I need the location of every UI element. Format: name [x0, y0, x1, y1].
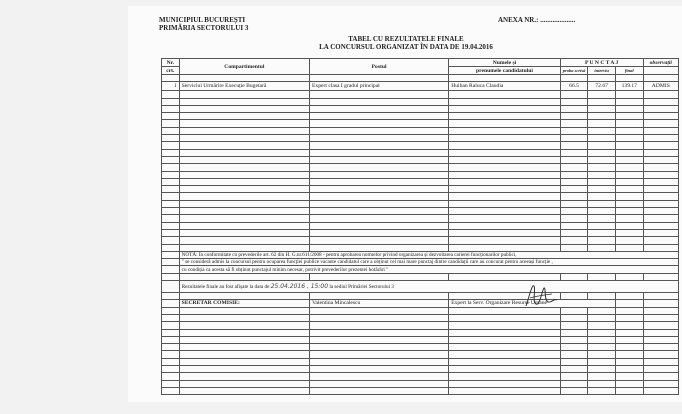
posted-date-handwritten: 25.04.2016 , 15:00 [270, 282, 329, 290]
empty-row [162, 208, 679, 215]
signature-row [162, 300, 679, 307]
empty-row [162, 91, 679, 98]
empty-row [162, 178, 679, 185]
empty-row [162, 229, 679, 236]
spacer-row [162, 75, 679, 82]
row-nr: 1 [162, 82, 180, 91]
posted-date-label: Rezultatele finale au fost afișate la data de [181, 283, 270, 290]
empty-row [162, 344, 679, 351]
empty-row [162, 149, 679, 156]
row-position: Expert clasa I gradul principal [310, 82, 449, 91]
nota-row [162, 251, 679, 258]
empty-row [162, 215, 679, 222]
secretary-role: Expert la Serv. Organizare Resurse Umane [449, 300, 616, 307]
municipality-heading: MUNICIPIUL BUCUREȘTI [159, 16, 246, 24]
empty-row [162, 244, 679, 251]
empty-row [162, 222, 679, 229]
empty-row [162, 200, 679, 207]
empty-row [162, 171, 679, 178]
row-candidate-name: Huiban Raluca Claudia [449, 82, 561, 91]
empty-row [162, 113, 679, 120]
row-department: Serviciul Urmărire Execuție Bugetară [179, 82, 309, 91]
row-remarks: ADMIS [643, 82, 678, 91]
nota-row [162, 259, 679, 266]
empty-row [162, 380, 679, 387]
empty-row [162, 336, 679, 343]
empty-row [162, 307, 679, 314]
col-name-header: Numele și [449, 59, 561, 67]
posted-row [162, 281, 679, 293]
empty-row [162, 237, 679, 244]
legal-note: NOTĂ: În conformitate cu prevederile art. 62 din H. G.nr.611/2008 - pentru aprobarea normelor privind organizarea și dezvoltarea carierei funcționarilor publici, [179, 251, 678, 258]
col-name-subheader: prenumele candidatului [449, 67, 561, 75]
legal-note-condition: cu condiția ca acesta să fi obținut punctajul minim necesar, potrivit prevederilor prezentei hotărâri " [179, 266, 678, 273]
empty-row [162, 142, 679, 149]
document-subtitle: LA CONCURSUL ORGANIZAT ÎN DATA DE 19.04.2016 [319, 43, 493, 51]
document-page [128, 6, 682, 402]
col-remarks-header: observații [643, 59, 678, 67]
empty-row [162, 135, 679, 142]
col-position-header: Postul [310, 59, 449, 75]
row-interview-score: 72.67 [588, 82, 616, 91]
empty-row [162, 365, 679, 372]
row-final-score: 139.17 [615, 82, 643, 91]
legal-note-quote: " se consideră admis la concursul pentru ocuparea funcției publice vacante candidatul care a obținut cel mai mare punctaj dintre candidații care au concurat pentru aceeași funcție , [179, 259, 678, 266]
document-title: TABEL CU REZULTATELE FINALE [348, 35, 464, 43]
col-written-header: proba scrisă [560, 67, 588, 75]
empty-row [162, 358, 679, 365]
empty-row [162, 351, 679, 358]
empty-row [162, 127, 679, 134]
empty-row [162, 329, 679, 336]
col-nr-header: Nr. [162, 59, 180, 67]
col-points-header: P U N C T A J [560, 59, 643, 67]
secretary-label: SECRETAR COMISIE: [179, 300, 309, 307]
annex-number: ANEXA NR.: .................... [498, 16, 576, 24]
col-final-header: final [615, 67, 643, 75]
empty-row [162, 98, 679, 105]
handwritten-signature [522, 280, 560, 310]
empty-row [162, 373, 679, 380]
table-row [162, 82, 679, 91]
results-table [161, 58, 679, 395]
empty-row [162, 186, 679, 193]
empty-row [162, 105, 679, 112]
secretary-name: Valentina Mincalescu [310, 300, 449, 307]
empty-row [162, 322, 679, 329]
col-interview-header: interviu [588, 67, 616, 75]
table-header-row [162, 59, 679, 67]
col-department-header: Compartimentul [179, 59, 309, 75]
empty-row [162, 314, 679, 321]
empty-row [162, 193, 679, 200]
row-written-score: 66.5 [560, 82, 588, 91]
empty-row [162, 273, 679, 280]
nota-row [162, 266, 679, 273]
empty-row [162, 293, 679, 300]
col-crt-header: crt. [162, 67, 180, 75]
empty-row [162, 387, 679, 394]
empty-row [162, 120, 679, 127]
empty-row [162, 164, 679, 171]
posted-location: la sediul Primăriei Sectorului 3 [329, 283, 394, 290]
office-heading: PRIMĂRIA SECTORULUI 3 [159, 24, 249, 32]
empty-row [162, 156, 679, 163]
